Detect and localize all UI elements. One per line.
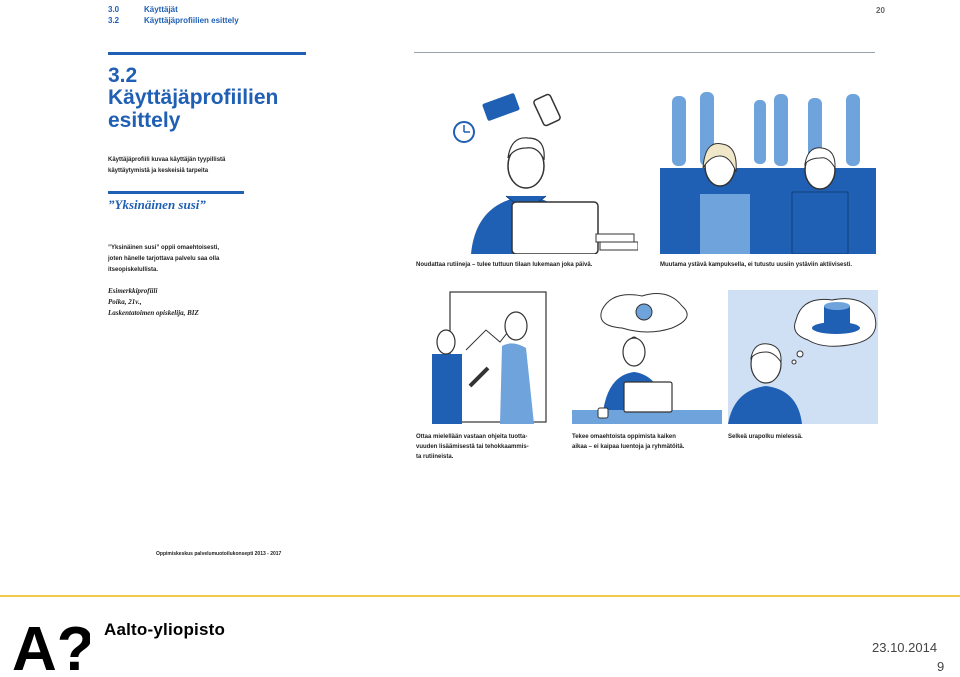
intro-line2: käyttäytymistä ja keskeisiä tarpeita xyxy=(108,168,209,174)
illustration-career xyxy=(728,290,878,424)
illustration-friends xyxy=(660,88,876,254)
description-line2: joten hänelle tarjottava palvelu saa olla xyxy=(108,256,220,262)
header-sub-number: 3.2 xyxy=(108,16,120,25)
illustration-routine xyxy=(416,84,638,254)
header-section-number: 3.0 xyxy=(108,5,120,14)
illustration-self-study xyxy=(572,290,722,424)
caption-advice-line1: Ottaa mielellään vastaan ohjeita tuotta- xyxy=(416,434,528,440)
presentation-date: 23.10.2014 xyxy=(872,640,938,655)
section-title-number: 3.2 xyxy=(108,64,138,87)
caption-friends: Muutama ystävä kampuksella, ei tutustu uusiin ystäviin aktiivisesti. xyxy=(660,262,853,268)
caption-self-study-line1: Tekee omaehtoista oppimista kaiken xyxy=(572,434,676,440)
source-note: Oppimiskeskus palvelumuotoilukonsepti 2013 - 2017 xyxy=(156,551,282,557)
caption-self-study-line2: aikaa – ei kaipaa luentoja ja ryhmätöitä. xyxy=(572,444,685,450)
description-line3: itseopiskelullista. xyxy=(108,267,159,273)
document-page-number: 20 xyxy=(876,6,885,15)
caption-routine: Noudattaa rutiineja – tulee tuttuun tilaan lukemaan joka päivä. xyxy=(416,262,593,268)
caption-advice-line2: vuuden lisäämisestä tai tehokkaammis- xyxy=(416,444,529,450)
example-profile-age: Poika, 21v., xyxy=(108,298,142,306)
section-title-line2: esittely xyxy=(108,109,181,132)
aalto-logo-icon xyxy=(12,618,90,672)
content-rule xyxy=(414,52,875,53)
example-profile-study: Laskentatoimen opiskelija, BIZ xyxy=(108,309,199,317)
description-line1: ”Yksinäinen susi” oppii omaehtoisesti, xyxy=(108,245,220,251)
header-section-title: Käyttäjät xyxy=(144,5,178,14)
example-profile-label: Esimerkkiprofiili xyxy=(108,287,158,295)
caption-career: Selkeä urapolku mielessä. xyxy=(728,434,803,440)
section-title-line1: Käyttäjäprofiilien xyxy=(108,86,279,109)
caption-advice-line3: ta rutiineista. xyxy=(416,454,454,460)
header-sub-title: Käyttäjäprofiilien esittely xyxy=(144,16,239,25)
title-rule xyxy=(108,52,306,55)
profile-rule xyxy=(108,191,244,194)
slide-number: 9 xyxy=(937,659,945,674)
logo-symbol: A? xyxy=(12,618,90,672)
profile-name: ”Yksinäinen susi” xyxy=(108,197,206,212)
brand-name: Aalto-yliopisto xyxy=(104,620,226,639)
intro-line1: Käyttäjäprofiili kuvaa käyttäjän tyypillistä xyxy=(108,157,226,163)
illustration-advice xyxy=(430,290,550,424)
footer-rule xyxy=(0,595,960,597)
